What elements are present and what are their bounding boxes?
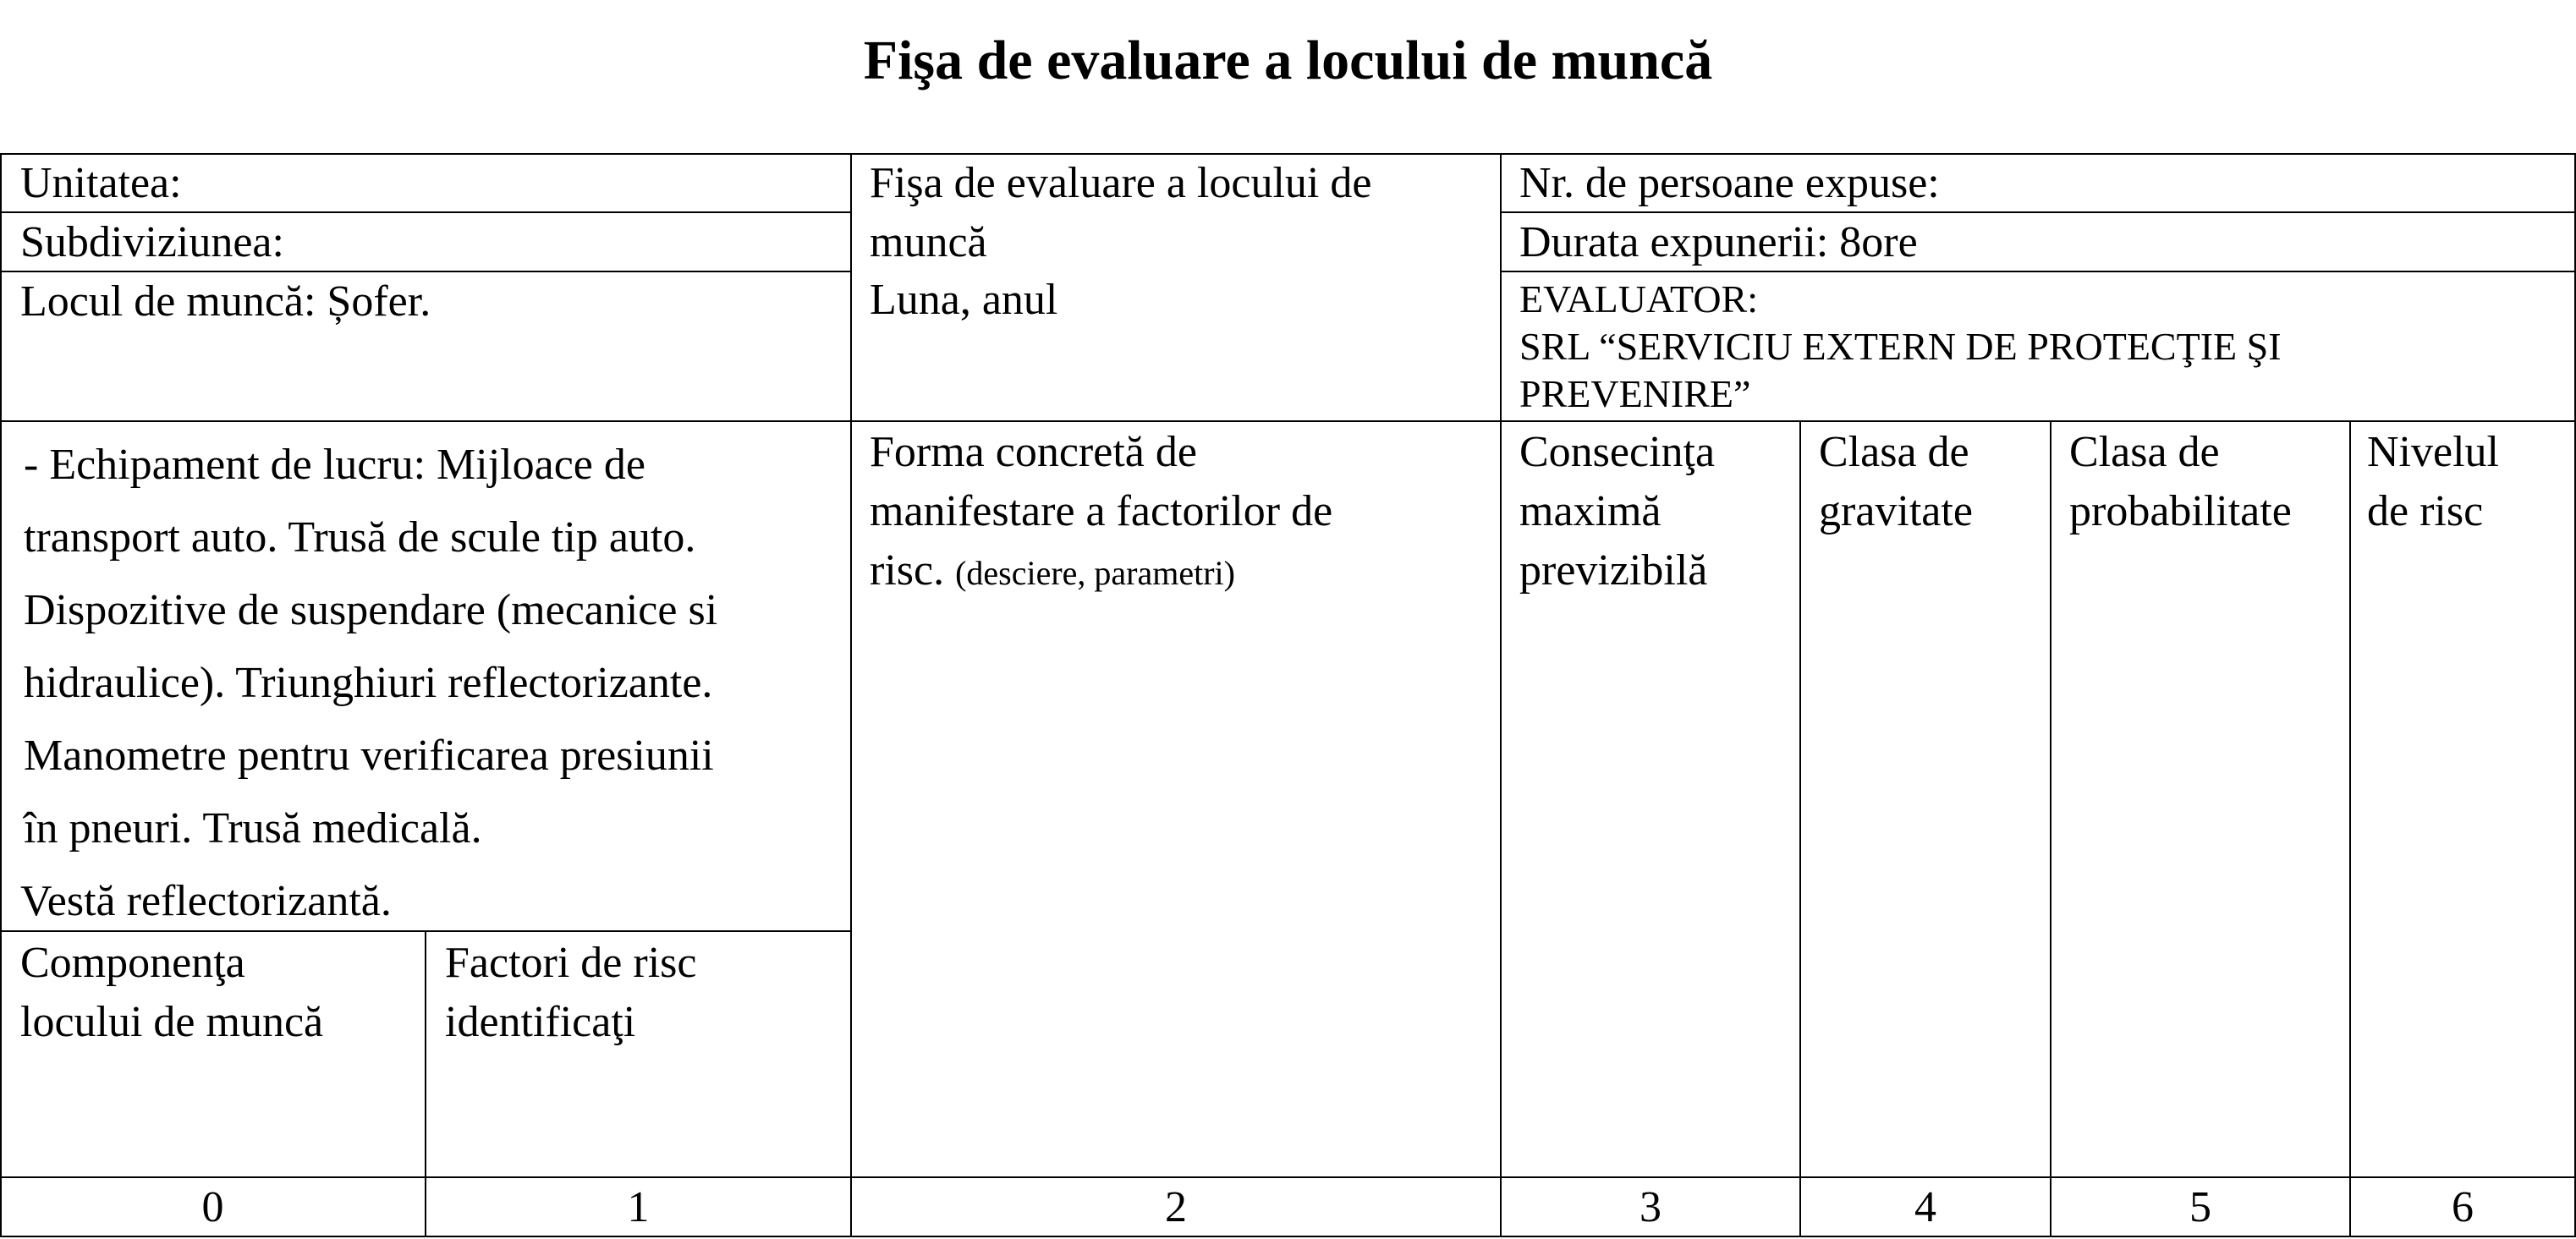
fisa-label-line2: muncă: [870, 218, 987, 266]
componenta-header-line2: locului de muncă: [20, 998, 324, 1046]
probabilitate-header-line1: Clasa de: [2069, 428, 2220, 476]
row-divider: [0, 420, 2576, 422]
durata-expunerii-label: Durata expunerii: 8ore: [1519, 218, 1918, 266]
factori-header-line1: Factori de risc: [445, 939, 697, 987]
factori-header-line2: identificaţi: [445, 998, 636, 1046]
forma-header-line2: manifestare a factorilor de: [870, 487, 1333, 535]
loc-munca-label: Locul de muncă: Șofer.: [20, 277, 431, 326]
column-divider: [1500, 153, 1502, 1237]
column-number: 3: [1640, 1183, 1661, 1231]
gravitate-header-line1: Clasa de: [1819, 428, 1969, 476]
forma-header-line1: Forma concretă de: [870, 428, 1197, 476]
equipment-line: transport auto. Trusă de scule tip auto.: [24, 513, 696, 562]
equipment-line: Manometre pentru verificarea presiunii: [24, 732, 714, 780]
table-border-left: [0, 153, 2, 1237]
evaluator-label: EVALUATOR:: [1519, 277, 1758, 321]
forma-header-note: (desciere, parametri): [955, 554, 1235, 592]
nivel-header-line1: Nivelul: [2367, 428, 2499, 476]
forma-header-line3: [870, 541, 1235, 603]
subdiviziune-label: Subdiviziunea:: [20, 218, 284, 266]
gravitate-header-line2: gravitate: [1819, 487, 1973, 535]
evaluator-name-line1: SRL “SERVICIU EXTERN DE PROTECŢIE ŞI: [1519, 325, 2282, 368]
column-number: 1: [627, 1183, 650, 1231]
probabilitate-header-line2: probabilitate: [2069, 487, 2292, 535]
column-number: 6: [2452, 1183, 2474, 1231]
column-number: 4: [1914, 1183, 1936, 1231]
forma-header-risc: risc.: [870, 546, 945, 595]
column-number: 0: [201, 1183, 224, 1231]
column-number: 5: [2189, 1183, 2211, 1231]
column-divider: [850, 153, 852, 1237]
consecinta-header-line1: Consecinţa: [1519, 428, 1716, 476]
luna-anul-label: Luna, anul: [870, 276, 1058, 324]
nivel-header-line2: de risc: [2367, 487, 2484, 535]
fisa-label-line1: Fişa de evaluare a locului de: [870, 159, 1372, 207]
column-divider: [2349, 420, 2351, 1237]
evaluator-name-line2: PREVENIRE”: [1519, 372, 1751, 415]
column-divider: [2050, 420, 2051, 1237]
equipment-line: Dispozitive de suspendare (mecanice si: [24, 586, 718, 634]
column-number: 2: [1165, 1183, 1187, 1231]
equipment-line: Vestă reflectorizantă.: [20, 877, 392, 925]
page-title: Fişa de evaluare a locului de muncă: [863, 30, 1713, 91]
equipment-line: - Echipament de lucru: Mijloace de: [24, 441, 645, 489]
equipment-description: [20, 429, 718, 938]
unitate-label: Unitatea:: [20, 159, 182, 207]
equipment-line: în pneuri. Trusă medicală.: [24, 804, 482, 852]
consecinta-header-line3: previzibilă: [1519, 546, 1708, 595]
componenta-header-line1: Componenţa: [20, 939, 245, 987]
persoane-expuse-label: Nr. de persoane expuse:: [1519, 159, 1940, 207]
column-divider: [1799, 420, 1801, 1237]
consecinta-header-line2: maximă: [1519, 487, 1661, 535]
equipment-line: hidraulice). Triunghiuri reflectorizante.: [24, 659, 713, 707]
